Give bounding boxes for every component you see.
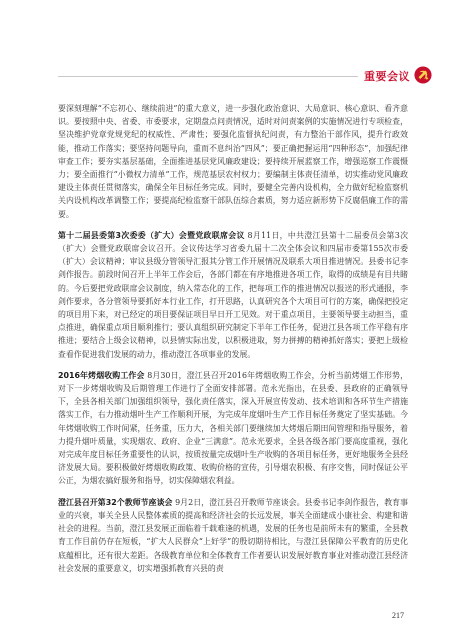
header-title: 重要会议 <box>364 70 410 83</box>
section-body: 8月30日，澄江县召开2016年烤烟收购工作会，分析当前烤烟工作形势，对下一步烤烟收购及后期管理工作进行了全面安排部署。范永光指出，在县委、县政府的正确领导下，全县各相关部门加强组织领导，强化责任落实，深入开展宣传发动、技术培训和各环节生产措施落实工作，右力推动烟叶生产工作顺利开展，为完成年度烟叶生产工作目标任务奠定了坚实基础。今年烤烟收购工作时间紧，任务重，压力大，各相关部门要继续加大烤烟后期田间管理和指导服务，着力提升烟叶质量，实现烟农、政府、企业“三满意”。范永光要求，全县各级各部门要高度重视，强化对完成年度目标任务重要性的认识，按质按量完成烟叶生产收购的各项目标任务，更好地服务全县经济发展大局。要积极做好烤烟收购政策、收购价格的宣传，引导烟农积极、有序交售，同时保证公平公正，为烟农搞好服务和指导，切实保障烟农利益。 <box>58 370 408 486</box>
section-title: 澄江县召开第32个教师节座谈会 <box>58 497 173 507</box>
party-emblem-icon <box>414 66 432 84</box>
section-body: 8月11日，中共澄江县第十二届委员会第3次（扩大）会暨党政联席会议召开。会议传达学习省委九届十二次全体会议和四届市委第155次市委（扩大）会议精神；审议县级分管领导汇报其分管工作开展情况及联系大项目推进情况。县委书记李剑作报告。前段时间召开上半年工作会后，各部门都在有序地推进各项工作，取得的成绩是有目共睹的。今后要把党政联席会议制度，纳入常态化的工作，把每项工作的推进情况以报送的形式通报，李剑作要求，各分管领导要抓好本行业工作，打开思路，认真研究各个大项目可行的方案，确保把投定的项目用下来，对已经定的项目要保证项目早日开工见效。对于重点项目，主要领导要主动担当，重点推进，确保重点项目顺利推行；要认真组织研究制定下半年工作任务，促进江县各项工作平稳有序推进；要结合上级会议精神，以县情实际出发，以积极进取，努力拼搏的精神抓好落实；要把上级检查看作促进我们发展的动力，推动澄江各项事业的发展。 <box>58 230 408 359</box>
article-body <box>58 102 408 575</box>
section-tobacco-purchase-meeting <box>58 369 408 488</box>
section-title: 2016年烤烟收购工作会 <box>58 370 145 380</box>
page-header <box>58 66 428 88</box>
page-number: 217 <box>392 611 404 620</box>
section-body: 9月2日，澄江县召开教师节座谈会。县委书记李剑作报告，教育事业的兴衰，事关全县人民整体素质的提高和经济社会的长远发展，事关全面建成小康社会、构建和谐社会的进程。当前，澄江县发展正面临着千载难逢的机遇，发展的任务也是前所未有的繁重，全县教育工作目前仍存在短板，“扩大人民群众“上好学”的殷切期待相比，与澄江县保障公平教育的历史化底蕴相比，还有很大差距。各级教育单位和全体教育工作者要认识发展好教育事业对推动澄江县经济社会发展的重要意义，切实增强抓教育兴县的责 <box>58 497 408 573</box>
intro-paragraph: 要深刻理解“不忘初心、继续前进”的重大意义，进一步强化政治意识、大局意识、核心意识、看齐意识。要按照中央、省委、市委要求，定期盘点问责情况，适时对问责案例的实施情况进行专项检查，坚决维护党章党规党纪的权威性、严肃性；要强化监督执纪问责，有力整治干部作风，提升行政效能，推动工作落实；要坚持问题导向，重而不息纠治“四风”；要正确把握运用“四种形态”，加强纪律审查工作；要夯实基层基础，全面推进基层党风廉政建设；要持续开展蓝察工作，增强巡察工作震慑力；要全面推行“小微权力清单”工作，规范基层农村权力；要编制主体责任清单，切实推动党风廉政建设主体责任贯彻落实，确保全年目标任务完成。同时，要健全完善内设机构，全力做好纪检监察机关内设机构改革调整工作；要提高纪检监察干部队伍综合素质，努力适应新形势下反腐倡廉工作的需要。 <box>58 104 408 219</box>
section-county-committee-meeting <box>58 229 408 361</box>
header-rule <box>58 76 358 77</box>
section-teachers-day-forum <box>58 496 408 575</box>
section-title: 第十二届县委第3次委委（扩大）会暨党政联席会议 <box>58 230 245 240</box>
